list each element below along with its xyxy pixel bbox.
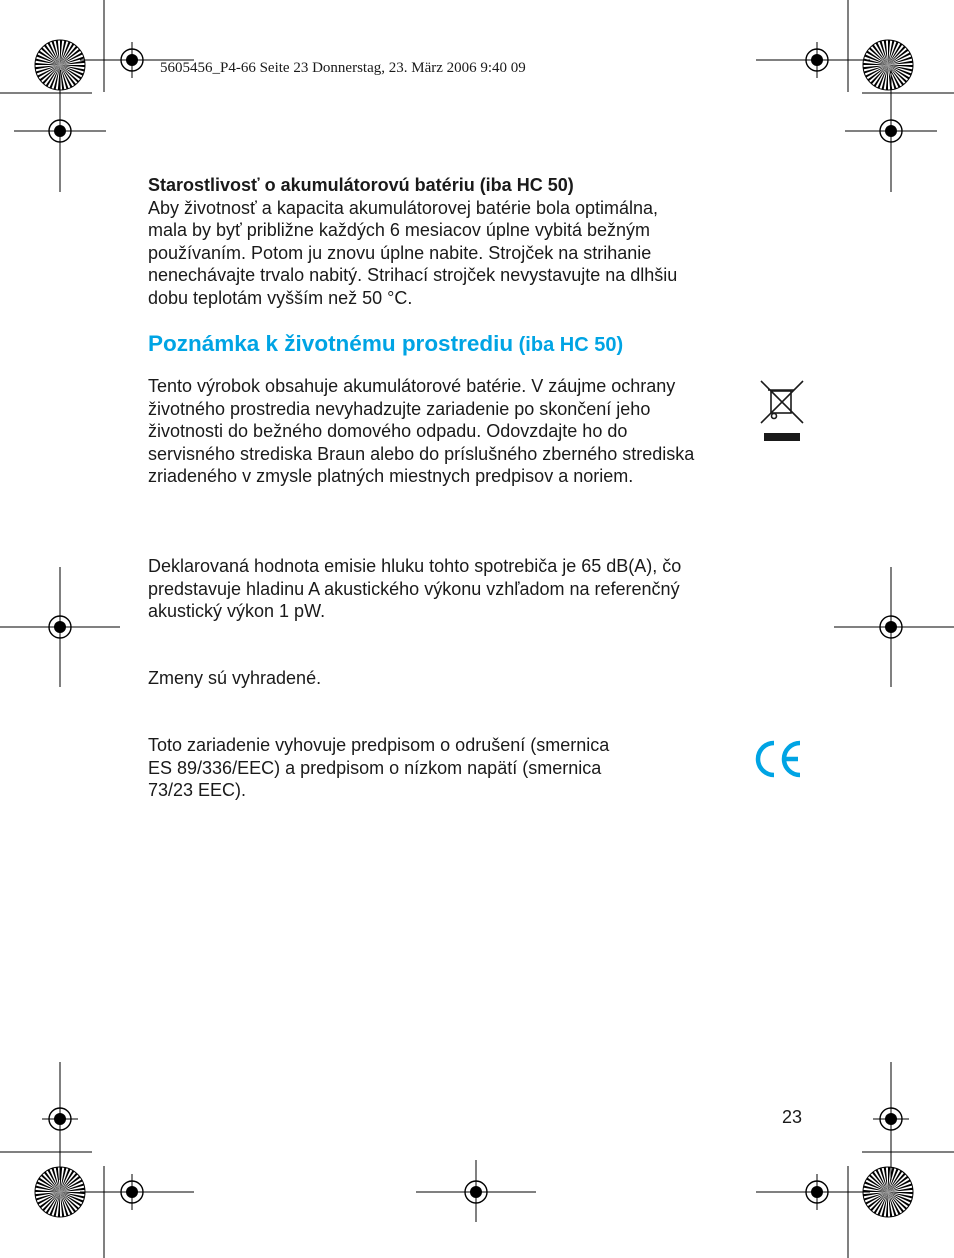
- environment-heading: [148, 331, 623, 357]
- battery-care-line: používaním. Potom ju znovu úplne nabite. Strojček na strihanie: [148, 242, 652, 263]
- environment-note-body: [148, 375, 694, 488]
- print-slug-line: 5605456_P4-66 Seite 23 Donnerstag, 23. März 2006 9:40 09: [160, 60, 526, 76]
- battery-care-line: dobu teplotám vyšším než 50 °C.: [148, 287, 413, 308]
- environment-line: životného prostredia nevyhadzujte zariadenie po skončení jeho: [148, 398, 651, 419]
- battery-care-line: Aby životnosť a kapacita akumulátorovej batérie bola optimálna,: [148, 197, 659, 218]
- battery-care-heading: Starostlivosť o akumulátorovú batériu (iba HC 50): [148, 175, 574, 195]
- environment-line: Tento výrobok obsahuje akumulátorové batérie. V záujme ochrany: [148, 376, 676, 396]
- conformity-line: ES 89/336/EEC) a predpisom o nízkom napätí (smernica: [148, 757, 602, 778]
- starburst-target-mark: [863, 40, 913, 90]
- conformity-line: 73/23 EEC).: [148, 780, 247, 800]
- noise-declaration: [148, 555, 681, 623]
- changes-reserved-text: Zmeny sú vyhradené.: [148, 668, 322, 688]
- environment-line: životnosti do bežného domového odpadu. Odovzdajte ho do: [148, 421, 628, 441]
- noise-line: Deklarovaná hodnota emisie hluku tohto spotrebiča je 65 dB(A), čo: [148, 556, 682, 576]
- environment-heading-main: Poznámka k životnému prostrediu: [148, 331, 514, 356]
- conformity-statement: [148, 734, 609, 802]
- page-number: 23: [782, 1107, 803, 1127]
- battery-care-line: mala by byť približne každých 6 mesiacov úplne vybitá bežným: [148, 220, 650, 240]
- starburst-target-mark: [863, 1167, 913, 1217]
- noise-line: akustický výkon 1 pW.: [148, 601, 326, 621]
- battery-care-line: nenechávajte trvalo nabitý. Strihací strojček nevystavujte na dlhšiu: [148, 265, 678, 285]
- noise-line: predstavuje hladinu A akustického výkonu vzhľadom na referenčný: [148, 578, 680, 599]
- environment-line: servisného strediska Braun alebo do príslušného zberného strediska: [148, 443, 695, 464]
- crossed-out-wheelie-bin-icon: [758, 378, 806, 444]
- battery-care-section: [148, 174, 677, 309]
- environment-heading-suffix: (iba HC 50): [513, 334, 624, 356]
- changes-reserved-note: [148, 667, 321, 690]
- conformity-line: Toto zariadenie vyhovuje predpisom o odrušení (smernica: [148, 735, 610, 755]
- ce-mark-icon: [752, 738, 804, 780]
- environment-line: zriadeného v zmysle platných miestnych predpisov a noriem.: [148, 466, 634, 486]
